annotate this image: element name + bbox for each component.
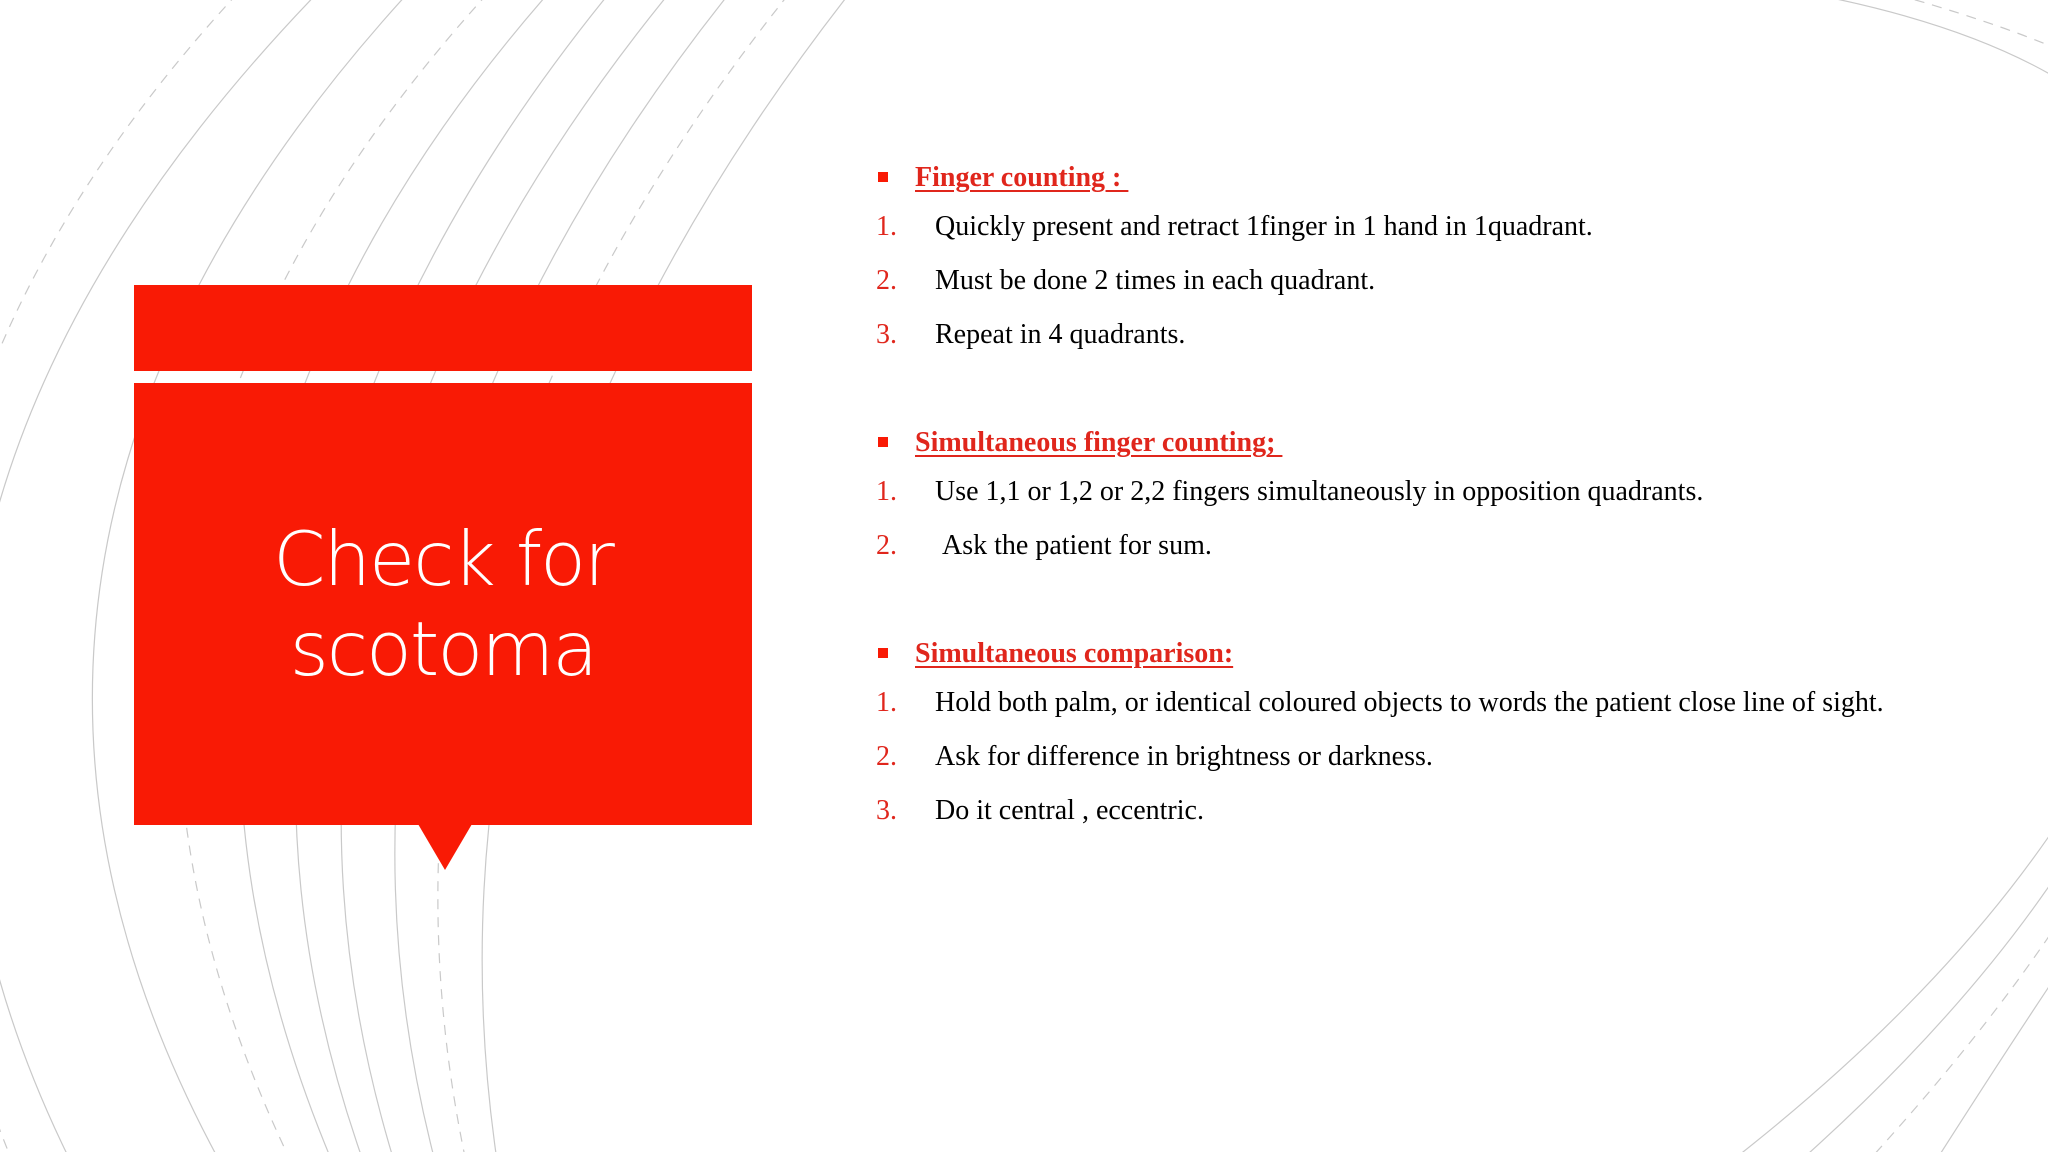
list-item-text: Hold both palm, or identical coloured objects to words the patient close line of sight. <box>935 687 1884 718</box>
section-heading <box>874 421 1924 465</box>
section-simultaneous-finger-counting <box>874 421 1924 563</box>
list-item <box>874 740 1924 774</box>
content-list <box>874 156 1924 828</box>
list-item-text: Ask for difference in brightness or darkness. <box>935 741 1433 772</box>
square-bullet-icon <box>878 172 888 182</box>
list-item-text: Do it central , eccentric. <box>935 795 1204 826</box>
section-heading-text: Finger counting : <box>915 162 1129 193</box>
section-heading-text: Simultaneous comparison: <box>915 638 1234 669</box>
decorative-arc <box>1860 920 2048 1152</box>
decorative-arc <box>1790 0 2048 80</box>
title-panel <box>134 383 752 825</box>
list-item-text: Must be done 2 times in each quadrant. <box>935 265 1376 296</box>
list-number: 2. <box>876 265 897 296</box>
section-heading-text: Simultaneous finger counting; <box>915 427 1283 458</box>
slide-title <box>273 514 613 694</box>
list-number: 2. <box>876 530 897 561</box>
square-bullet-icon <box>878 648 888 658</box>
list-item-text: Ask the patient for sum. <box>935 530 1212 561</box>
list-item <box>874 264 1924 298</box>
callout-pointer <box>418 824 472 870</box>
decorative-arc <box>1930 970 2048 1152</box>
decorative-arc <box>1880 0 2048 50</box>
list-item <box>874 475 1924 509</box>
slide-title-line-1: Check for <box>273 515 613 603</box>
section-simultaneous-comparison <box>874 632 1924 828</box>
list-number: 2. <box>876 741 897 772</box>
title-top-bar <box>134 285 752 371</box>
list-item-text: Quickly present and retract 1finger in 1 hand in 1quadrant. <box>935 211 1593 242</box>
list-number: 3. <box>876 319 897 350</box>
list-item <box>874 794 1924 828</box>
list-number: 1. <box>876 687 897 718</box>
list-item-text: Use 1,1 or 1,2 or 2,2 fingers simultaneously in opposition quadrants. <box>935 476 1704 507</box>
section-finger-counting <box>874 156 1924 352</box>
square-bullet-icon <box>878 437 888 447</box>
decorative-arc <box>1790 870 2048 1152</box>
list-item <box>874 529 1924 563</box>
list-number: 1. <box>876 211 897 242</box>
list-number: 1. <box>876 476 897 507</box>
list-number: 3. <box>876 795 897 826</box>
list-item <box>874 686 1924 720</box>
section-heading <box>874 156 1924 200</box>
list-item-text: Repeat in 4 quadrants. <box>935 319 1186 350</box>
section-heading <box>874 632 1924 676</box>
list-item <box>874 318 1924 352</box>
list-item <box>874 210 1924 244</box>
decorative-arc <box>1720 820 2048 1152</box>
slide-title-line-2: scotoma <box>289 605 597 693</box>
